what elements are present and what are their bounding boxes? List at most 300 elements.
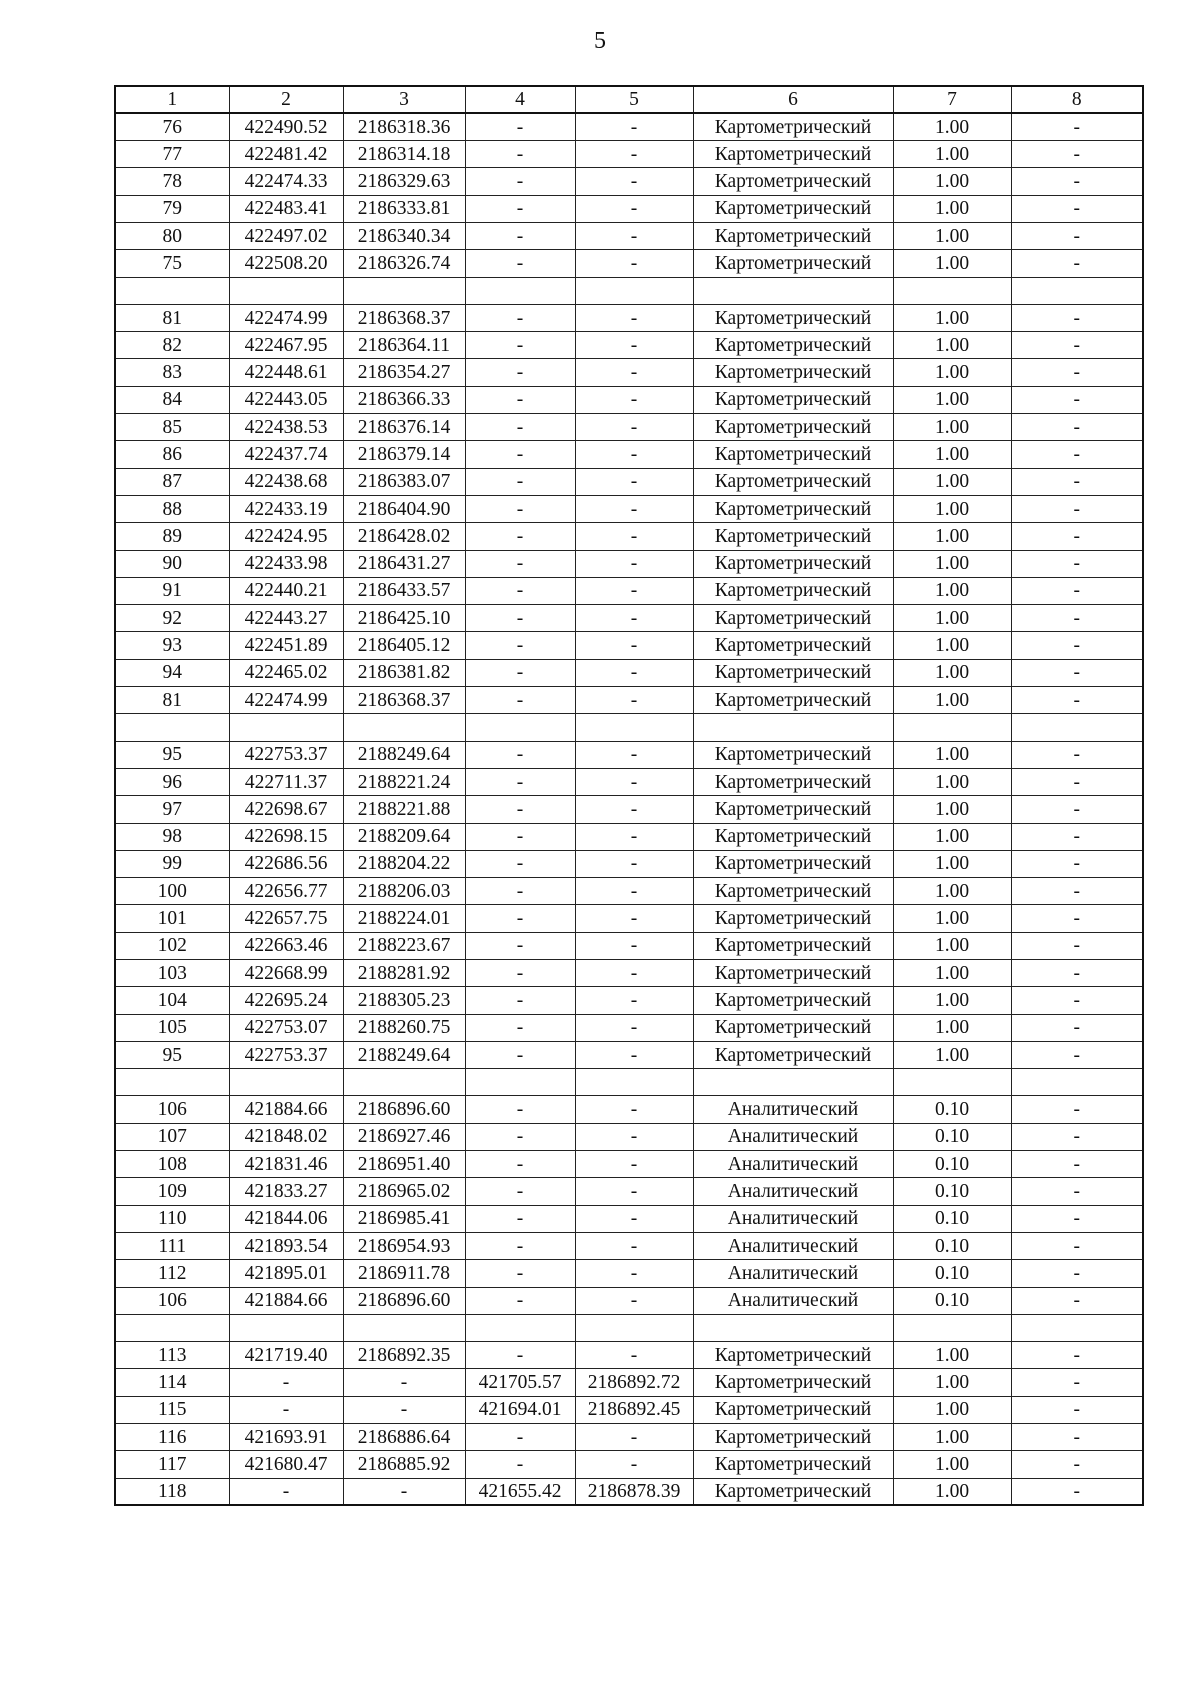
table-cell: Картометрический bbox=[693, 441, 893, 468]
table-cell: - bbox=[575, 905, 693, 932]
table-cell: 421719.40 bbox=[229, 1342, 343, 1369]
table-cell: 110 bbox=[115, 1205, 229, 1232]
table-cell: - bbox=[1011, 687, 1143, 714]
table-cell: 107 bbox=[115, 1123, 229, 1150]
table-cell: Картометрический bbox=[693, 414, 893, 441]
table-cell: 81 bbox=[115, 687, 229, 714]
table-cell: - bbox=[575, 1041, 693, 1068]
table-cell: 75 bbox=[115, 250, 229, 277]
table-cell: 89 bbox=[115, 523, 229, 550]
table-cell: 108 bbox=[115, 1151, 229, 1178]
table-cell bbox=[693, 1314, 893, 1341]
table-cell: 422443.05 bbox=[229, 386, 343, 413]
table-cell bbox=[893, 714, 1011, 741]
table-cell: 422474.99 bbox=[229, 304, 343, 331]
table-cell: - bbox=[1011, 987, 1143, 1014]
table-row bbox=[115, 141, 1143, 168]
table-cell: 2186425.10 bbox=[343, 605, 465, 632]
table-cell: Картометрический bbox=[693, 1342, 893, 1369]
table-cell: 2188249.64 bbox=[343, 741, 465, 768]
table-cell: 1.00 bbox=[893, 113, 1011, 140]
table-cell bbox=[693, 277, 893, 304]
table-cell: 2186368.37 bbox=[343, 687, 465, 714]
table-cell: 422695.24 bbox=[229, 987, 343, 1014]
table-row bbox=[115, 359, 1143, 386]
table-cell: 422668.99 bbox=[229, 960, 343, 987]
table-cell: - bbox=[575, 304, 693, 331]
table-cell: 421680.47 bbox=[229, 1451, 343, 1478]
table-cell: 1.00 bbox=[893, 414, 1011, 441]
table-row bbox=[115, 304, 1143, 331]
table-cell: 422656.77 bbox=[229, 878, 343, 905]
table-cell: - bbox=[1011, 1151, 1143, 1178]
table-cell: - bbox=[343, 1396, 465, 1423]
column-header: 4 bbox=[465, 86, 575, 113]
table-row bbox=[115, 796, 1143, 823]
table-row bbox=[115, 414, 1143, 441]
table-cell: - bbox=[575, 878, 693, 905]
table-cell: - bbox=[465, 304, 575, 331]
table-cell: 81 bbox=[115, 304, 229, 331]
table-cell bbox=[465, 277, 575, 304]
table-cell: 2186433.57 bbox=[343, 577, 465, 604]
table-row bbox=[115, 577, 1143, 604]
table-cell: 101 bbox=[115, 905, 229, 932]
table-row bbox=[115, 332, 1143, 359]
table-cell: 90 bbox=[115, 550, 229, 577]
table-cell: 2186878.39 bbox=[575, 1478, 693, 1505]
table-row bbox=[115, 605, 1143, 632]
table-cell: 2186354.27 bbox=[343, 359, 465, 386]
table-cell: 422753.07 bbox=[229, 1014, 343, 1041]
table-cell: - bbox=[229, 1478, 343, 1505]
table-cell: Картометрический bbox=[693, 332, 893, 359]
table-cell: 422443.27 bbox=[229, 605, 343, 632]
table-cell: 2186333.81 bbox=[343, 195, 465, 222]
table-cell: 422438.68 bbox=[229, 468, 343, 495]
table-cell bbox=[575, 714, 693, 741]
table-cell: - bbox=[1011, 823, 1143, 850]
table-cell: 1.00 bbox=[893, 905, 1011, 932]
table-cell: 422474.33 bbox=[229, 168, 343, 195]
table-cell: - bbox=[465, 1232, 575, 1259]
table-cell: - bbox=[575, 796, 693, 823]
table-cell: - bbox=[575, 1342, 693, 1369]
table-cell: - bbox=[465, 1178, 575, 1205]
table-cell: 85 bbox=[115, 414, 229, 441]
table-cell: - bbox=[465, 768, 575, 795]
table-body bbox=[115, 86, 1143, 1505]
table-cell: Аналитический bbox=[693, 1178, 893, 1205]
table-cell: - bbox=[575, 1178, 693, 1205]
table-cell: - bbox=[575, 1451, 693, 1478]
table-cell: 2188221.88 bbox=[343, 796, 465, 823]
table-cell: Картометрический bbox=[693, 605, 893, 632]
table-cell: - bbox=[1011, 141, 1143, 168]
table-cell: - bbox=[465, 1096, 575, 1123]
table-cell: 84 bbox=[115, 386, 229, 413]
table-cell: 88 bbox=[115, 495, 229, 522]
table-row bbox=[115, 468, 1143, 495]
table-cell: - bbox=[1011, 359, 1143, 386]
table-cell: 1.00 bbox=[893, 823, 1011, 850]
table-cell: - bbox=[1011, 304, 1143, 331]
table-row bbox=[115, 987, 1143, 1014]
table-cell: 2186329.63 bbox=[343, 168, 465, 195]
table-cell: Картометрический bbox=[693, 1396, 893, 1423]
table-cell: Аналитический bbox=[693, 1205, 893, 1232]
table-cell: - bbox=[1011, 796, 1143, 823]
table-cell: - bbox=[465, 1014, 575, 1041]
table-cell: Картометрический bbox=[693, 523, 893, 550]
table-cell: 1.00 bbox=[893, 850, 1011, 877]
table-cell: 422663.46 bbox=[229, 932, 343, 959]
table-cell: 2188305.23 bbox=[343, 987, 465, 1014]
table-cell: - bbox=[575, 550, 693, 577]
table-row bbox=[115, 687, 1143, 714]
table-cell: 2188209.64 bbox=[343, 823, 465, 850]
table-cell: - bbox=[465, 1451, 575, 1478]
table-cell: Аналитический bbox=[693, 1151, 893, 1178]
table-row bbox=[115, 222, 1143, 249]
table-cell: - bbox=[465, 796, 575, 823]
table-cell: 2186911.78 bbox=[343, 1260, 465, 1287]
table-cell: - bbox=[575, 250, 693, 277]
table-cell: - bbox=[465, 332, 575, 359]
table-cell: 2186885.92 bbox=[343, 1451, 465, 1478]
table-cell: 1.00 bbox=[893, 605, 1011, 632]
table-cell: 422698.67 bbox=[229, 796, 343, 823]
table-cell: 2186376.14 bbox=[343, 414, 465, 441]
table-cell: 2186314.18 bbox=[343, 141, 465, 168]
table-row bbox=[115, 768, 1143, 795]
table-cell: 2186381.82 bbox=[343, 659, 465, 686]
table-cell bbox=[343, 277, 465, 304]
column-header: 8 bbox=[1011, 86, 1143, 113]
table-cell: 83 bbox=[115, 359, 229, 386]
table-cell: 422711.37 bbox=[229, 768, 343, 795]
table-cell: - bbox=[343, 1478, 465, 1505]
table-cell: - bbox=[575, 523, 693, 550]
separator-row bbox=[115, 277, 1143, 304]
table-cell: 1.00 bbox=[893, 1478, 1011, 1505]
table-cell: 421884.66 bbox=[229, 1096, 343, 1123]
table-cell: Картометрический bbox=[693, 1014, 893, 1041]
table-cell bbox=[1011, 714, 1143, 741]
table-cell: 421893.54 bbox=[229, 1232, 343, 1259]
table-cell: 422698.15 bbox=[229, 823, 343, 850]
table-cell: 1.00 bbox=[893, 523, 1011, 550]
table-cell: - bbox=[575, 414, 693, 441]
table-cell: - bbox=[465, 741, 575, 768]
table-cell: 2188206.03 bbox=[343, 878, 465, 905]
table-cell: - bbox=[343, 1369, 465, 1396]
table-cell: 421831.46 bbox=[229, 1151, 343, 1178]
table-cell: 95 bbox=[115, 741, 229, 768]
table-row bbox=[115, 878, 1143, 905]
table-cell: Аналитический bbox=[693, 1287, 893, 1314]
table-cell: - bbox=[1011, 605, 1143, 632]
table-cell: 1.00 bbox=[893, 1396, 1011, 1423]
table-cell: 1.00 bbox=[893, 250, 1011, 277]
table-cell: 116 bbox=[115, 1424, 229, 1451]
table-cell bbox=[465, 714, 575, 741]
table-cell: - bbox=[465, 878, 575, 905]
table-cell bbox=[229, 714, 343, 741]
table-cell: Картометрический bbox=[693, 987, 893, 1014]
table-cell: - bbox=[1011, 577, 1143, 604]
coordinates-table bbox=[114, 85, 1144, 1506]
table-cell: - bbox=[575, 141, 693, 168]
column-header: 5 bbox=[575, 86, 693, 113]
table-cell: - bbox=[1011, 414, 1143, 441]
table-row bbox=[115, 550, 1143, 577]
table-cell: - bbox=[1011, 1041, 1143, 1068]
table-row bbox=[115, 1287, 1143, 1314]
table-cell: 1.00 bbox=[893, 960, 1011, 987]
table-cell: - bbox=[575, 1205, 693, 1232]
table-cell: 2186318.36 bbox=[343, 113, 465, 140]
table-cell: Картометрический bbox=[693, 905, 893, 932]
table-cell: - bbox=[465, 523, 575, 550]
table-cell: 2188260.75 bbox=[343, 1014, 465, 1041]
table-cell: - bbox=[465, 1287, 575, 1314]
table-cell: 1.00 bbox=[893, 195, 1011, 222]
table-cell: - bbox=[1011, 523, 1143, 550]
column-header: 7 bbox=[893, 86, 1011, 113]
table-cell: Картометрический bbox=[693, 632, 893, 659]
table-row bbox=[115, 1178, 1143, 1205]
table-cell: 2186965.02 bbox=[343, 1178, 465, 1205]
table-cell: - bbox=[1011, 1014, 1143, 1041]
table-cell: - bbox=[1011, 386, 1143, 413]
table-row bbox=[115, 441, 1143, 468]
table-cell: 2186326.74 bbox=[343, 250, 465, 277]
table-cell: Картометрический bbox=[693, 250, 893, 277]
table-cell: 2186886.64 bbox=[343, 1424, 465, 1451]
table-cell: - bbox=[465, 113, 575, 140]
table-cell: - bbox=[575, 1151, 693, 1178]
table-cell: - bbox=[1011, 1424, 1143, 1451]
table-cell: Картометрический bbox=[693, 495, 893, 522]
table-cell: Картометрический bbox=[693, 741, 893, 768]
table-cell: Аналитический bbox=[693, 1123, 893, 1150]
table-cell: 79 bbox=[115, 195, 229, 222]
table-cell: 0.10 bbox=[893, 1178, 1011, 1205]
separator-row bbox=[115, 1314, 1143, 1341]
separator-row bbox=[115, 714, 1143, 741]
table-cell: 99 bbox=[115, 850, 229, 877]
table-row bbox=[115, 932, 1143, 959]
table-cell: - bbox=[465, 987, 575, 1014]
table-cell: - bbox=[575, 741, 693, 768]
table-cell: - bbox=[1011, 1260, 1143, 1287]
table-cell: 115 bbox=[115, 1396, 229, 1423]
table-row bbox=[115, 823, 1143, 850]
table-cell: - bbox=[1011, 1342, 1143, 1369]
table-cell: 114 bbox=[115, 1369, 229, 1396]
table-cell: 422686.56 bbox=[229, 850, 343, 877]
table-cell: 1.00 bbox=[893, 1041, 1011, 1068]
table-cell: - bbox=[1011, 1396, 1143, 1423]
table-cell: 1.00 bbox=[893, 222, 1011, 249]
table-cell: 1.00 bbox=[893, 495, 1011, 522]
table-cell: 2186892.45 bbox=[575, 1396, 693, 1423]
table-cell: - bbox=[465, 195, 575, 222]
table-row bbox=[115, 632, 1143, 659]
table-cell: - bbox=[575, 1096, 693, 1123]
table-cell: 2186405.12 bbox=[343, 632, 465, 659]
table-cell: 1.00 bbox=[893, 550, 1011, 577]
table-cell: - bbox=[465, 250, 575, 277]
table-cell: 421693.91 bbox=[229, 1424, 343, 1451]
table-cell: 95 bbox=[115, 1041, 229, 1068]
table-cell: 86 bbox=[115, 441, 229, 468]
table-cell: 111 bbox=[115, 1232, 229, 1259]
table-cell: - bbox=[465, 222, 575, 249]
table-cell: 94 bbox=[115, 659, 229, 686]
table-cell: - bbox=[1011, 195, 1143, 222]
table-row bbox=[115, 1205, 1143, 1232]
table-cell: - bbox=[465, 605, 575, 632]
table-cell: - bbox=[575, 987, 693, 1014]
table-cell: - bbox=[465, 823, 575, 850]
table-row bbox=[115, 1151, 1143, 1178]
table-cell: - bbox=[575, 332, 693, 359]
table-cell: 2186954.93 bbox=[343, 1232, 465, 1259]
table-row bbox=[115, 1041, 1143, 1068]
table-cell: - bbox=[575, 768, 693, 795]
table-cell: - bbox=[575, 659, 693, 686]
table-cell: Картометрический bbox=[693, 113, 893, 140]
table-cell: - bbox=[465, 141, 575, 168]
table-cell: - bbox=[1011, 1287, 1143, 1314]
table-cell: 2188204.22 bbox=[343, 850, 465, 877]
table-cell: 1.00 bbox=[893, 1369, 1011, 1396]
table-cell: 422483.41 bbox=[229, 195, 343, 222]
table-cell: 421848.02 bbox=[229, 1123, 343, 1150]
table-cell: - bbox=[1011, 441, 1143, 468]
table-cell: Картометрический bbox=[693, 1424, 893, 1451]
table-cell bbox=[575, 277, 693, 304]
table-cell: 422497.02 bbox=[229, 222, 343, 249]
table-cell: Картометрический bbox=[693, 468, 893, 495]
table-cell: - bbox=[1011, 1096, 1143, 1123]
table-cell: - bbox=[1011, 1232, 1143, 1259]
table-cell: - bbox=[575, 441, 693, 468]
table-cell: 2188281.92 bbox=[343, 960, 465, 987]
table-cell: 104 bbox=[115, 987, 229, 1014]
table-cell: 421694.01 bbox=[465, 1396, 575, 1423]
table-cell: 1.00 bbox=[893, 168, 1011, 195]
table-cell: - bbox=[465, 550, 575, 577]
table-cell: 2186431.27 bbox=[343, 550, 465, 577]
table-cell: 2186364.11 bbox=[343, 332, 465, 359]
table-cell: 2186368.37 bbox=[343, 304, 465, 331]
table-cell: 422440.21 bbox=[229, 577, 343, 604]
table-cell: - bbox=[465, 386, 575, 413]
table-cell: 422474.99 bbox=[229, 687, 343, 714]
table-cell: - bbox=[575, 495, 693, 522]
table-row bbox=[115, 1260, 1143, 1287]
table-cell: 2186951.40 bbox=[343, 1151, 465, 1178]
table-cell: 2188224.01 bbox=[343, 905, 465, 932]
table-cell: - bbox=[1011, 168, 1143, 195]
table-cell bbox=[1011, 1314, 1143, 1341]
table-cell: Картометрический bbox=[693, 141, 893, 168]
table-cell: 421844.06 bbox=[229, 1205, 343, 1232]
table-row bbox=[115, 1396, 1143, 1423]
table-cell: 0.10 bbox=[893, 1287, 1011, 1314]
table-cell: - bbox=[575, 1424, 693, 1451]
table-cell: Картометрический bbox=[693, 687, 893, 714]
table-row bbox=[115, 741, 1143, 768]
table-cell: Картометрический bbox=[693, 577, 893, 604]
table-cell: Картометрический bbox=[693, 168, 893, 195]
table-cell bbox=[343, 714, 465, 741]
table-cell: 422490.52 bbox=[229, 113, 343, 140]
table-cell: Картометрический bbox=[693, 1451, 893, 1478]
table-cell: - bbox=[1011, 1123, 1143, 1150]
table-cell: Картометрический bbox=[693, 222, 893, 249]
table-cell: 1.00 bbox=[893, 768, 1011, 795]
table-cell: - bbox=[1011, 113, 1143, 140]
table-cell: Картометрический bbox=[693, 195, 893, 222]
table-cell: - bbox=[465, 960, 575, 987]
table-cell: - bbox=[1011, 741, 1143, 768]
table-cell: 109 bbox=[115, 1178, 229, 1205]
table-cell: - bbox=[575, 1014, 693, 1041]
table-cell: 2188223.67 bbox=[343, 932, 465, 959]
table-cell bbox=[465, 1314, 575, 1341]
table-cell bbox=[893, 1314, 1011, 1341]
table-cell: 2186340.34 bbox=[343, 222, 465, 249]
table-cell: 422424.95 bbox=[229, 523, 343, 550]
table-cell: - bbox=[1011, 659, 1143, 686]
table-cell: - bbox=[1011, 222, 1143, 249]
table-cell bbox=[229, 277, 343, 304]
table-cell: 422508.20 bbox=[229, 250, 343, 277]
table-cell: - bbox=[575, 359, 693, 386]
table-cell: 97 bbox=[115, 796, 229, 823]
table-cell: 1.00 bbox=[893, 987, 1011, 1014]
table-cell bbox=[575, 1069, 693, 1096]
table-row bbox=[115, 1096, 1143, 1123]
table-cell: - bbox=[575, 1123, 693, 1150]
table-cell: - bbox=[575, 222, 693, 249]
table-cell: - bbox=[1011, 632, 1143, 659]
table-cell: 1.00 bbox=[893, 441, 1011, 468]
table-cell: - bbox=[575, 932, 693, 959]
table-cell: 1.00 bbox=[893, 141, 1011, 168]
table-cell: 82 bbox=[115, 332, 229, 359]
table-cell: - bbox=[1011, 905, 1143, 932]
table-cell bbox=[115, 277, 229, 304]
table-cell: - bbox=[465, 1123, 575, 1150]
table-cell: 0.10 bbox=[893, 1232, 1011, 1259]
table-cell: 422437.74 bbox=[229, 441, 343, 468]
table-row bbox=[115, 659, 1143, 686]
separator-row bbox=[115, 1069, 1143, 1096]
table-cell bbox=[343, 1069, 465, 1096]
table-cell: - bbox=[465, 659, 575, 686]
table-cell: Картометрический bbox=[693, 1041, 893, 1068]
table-row bbox=[115, 905, 1143, 932]
table-cell bbox=[343, 1314, 465, 1341]
table-cell: 2188249.64 bbox=[343, 1041, 465, 1068]
table-row bbox=[115, 1123, 1143, 1150]
table-cell bbox=[229, 1314, 343, 1341]
